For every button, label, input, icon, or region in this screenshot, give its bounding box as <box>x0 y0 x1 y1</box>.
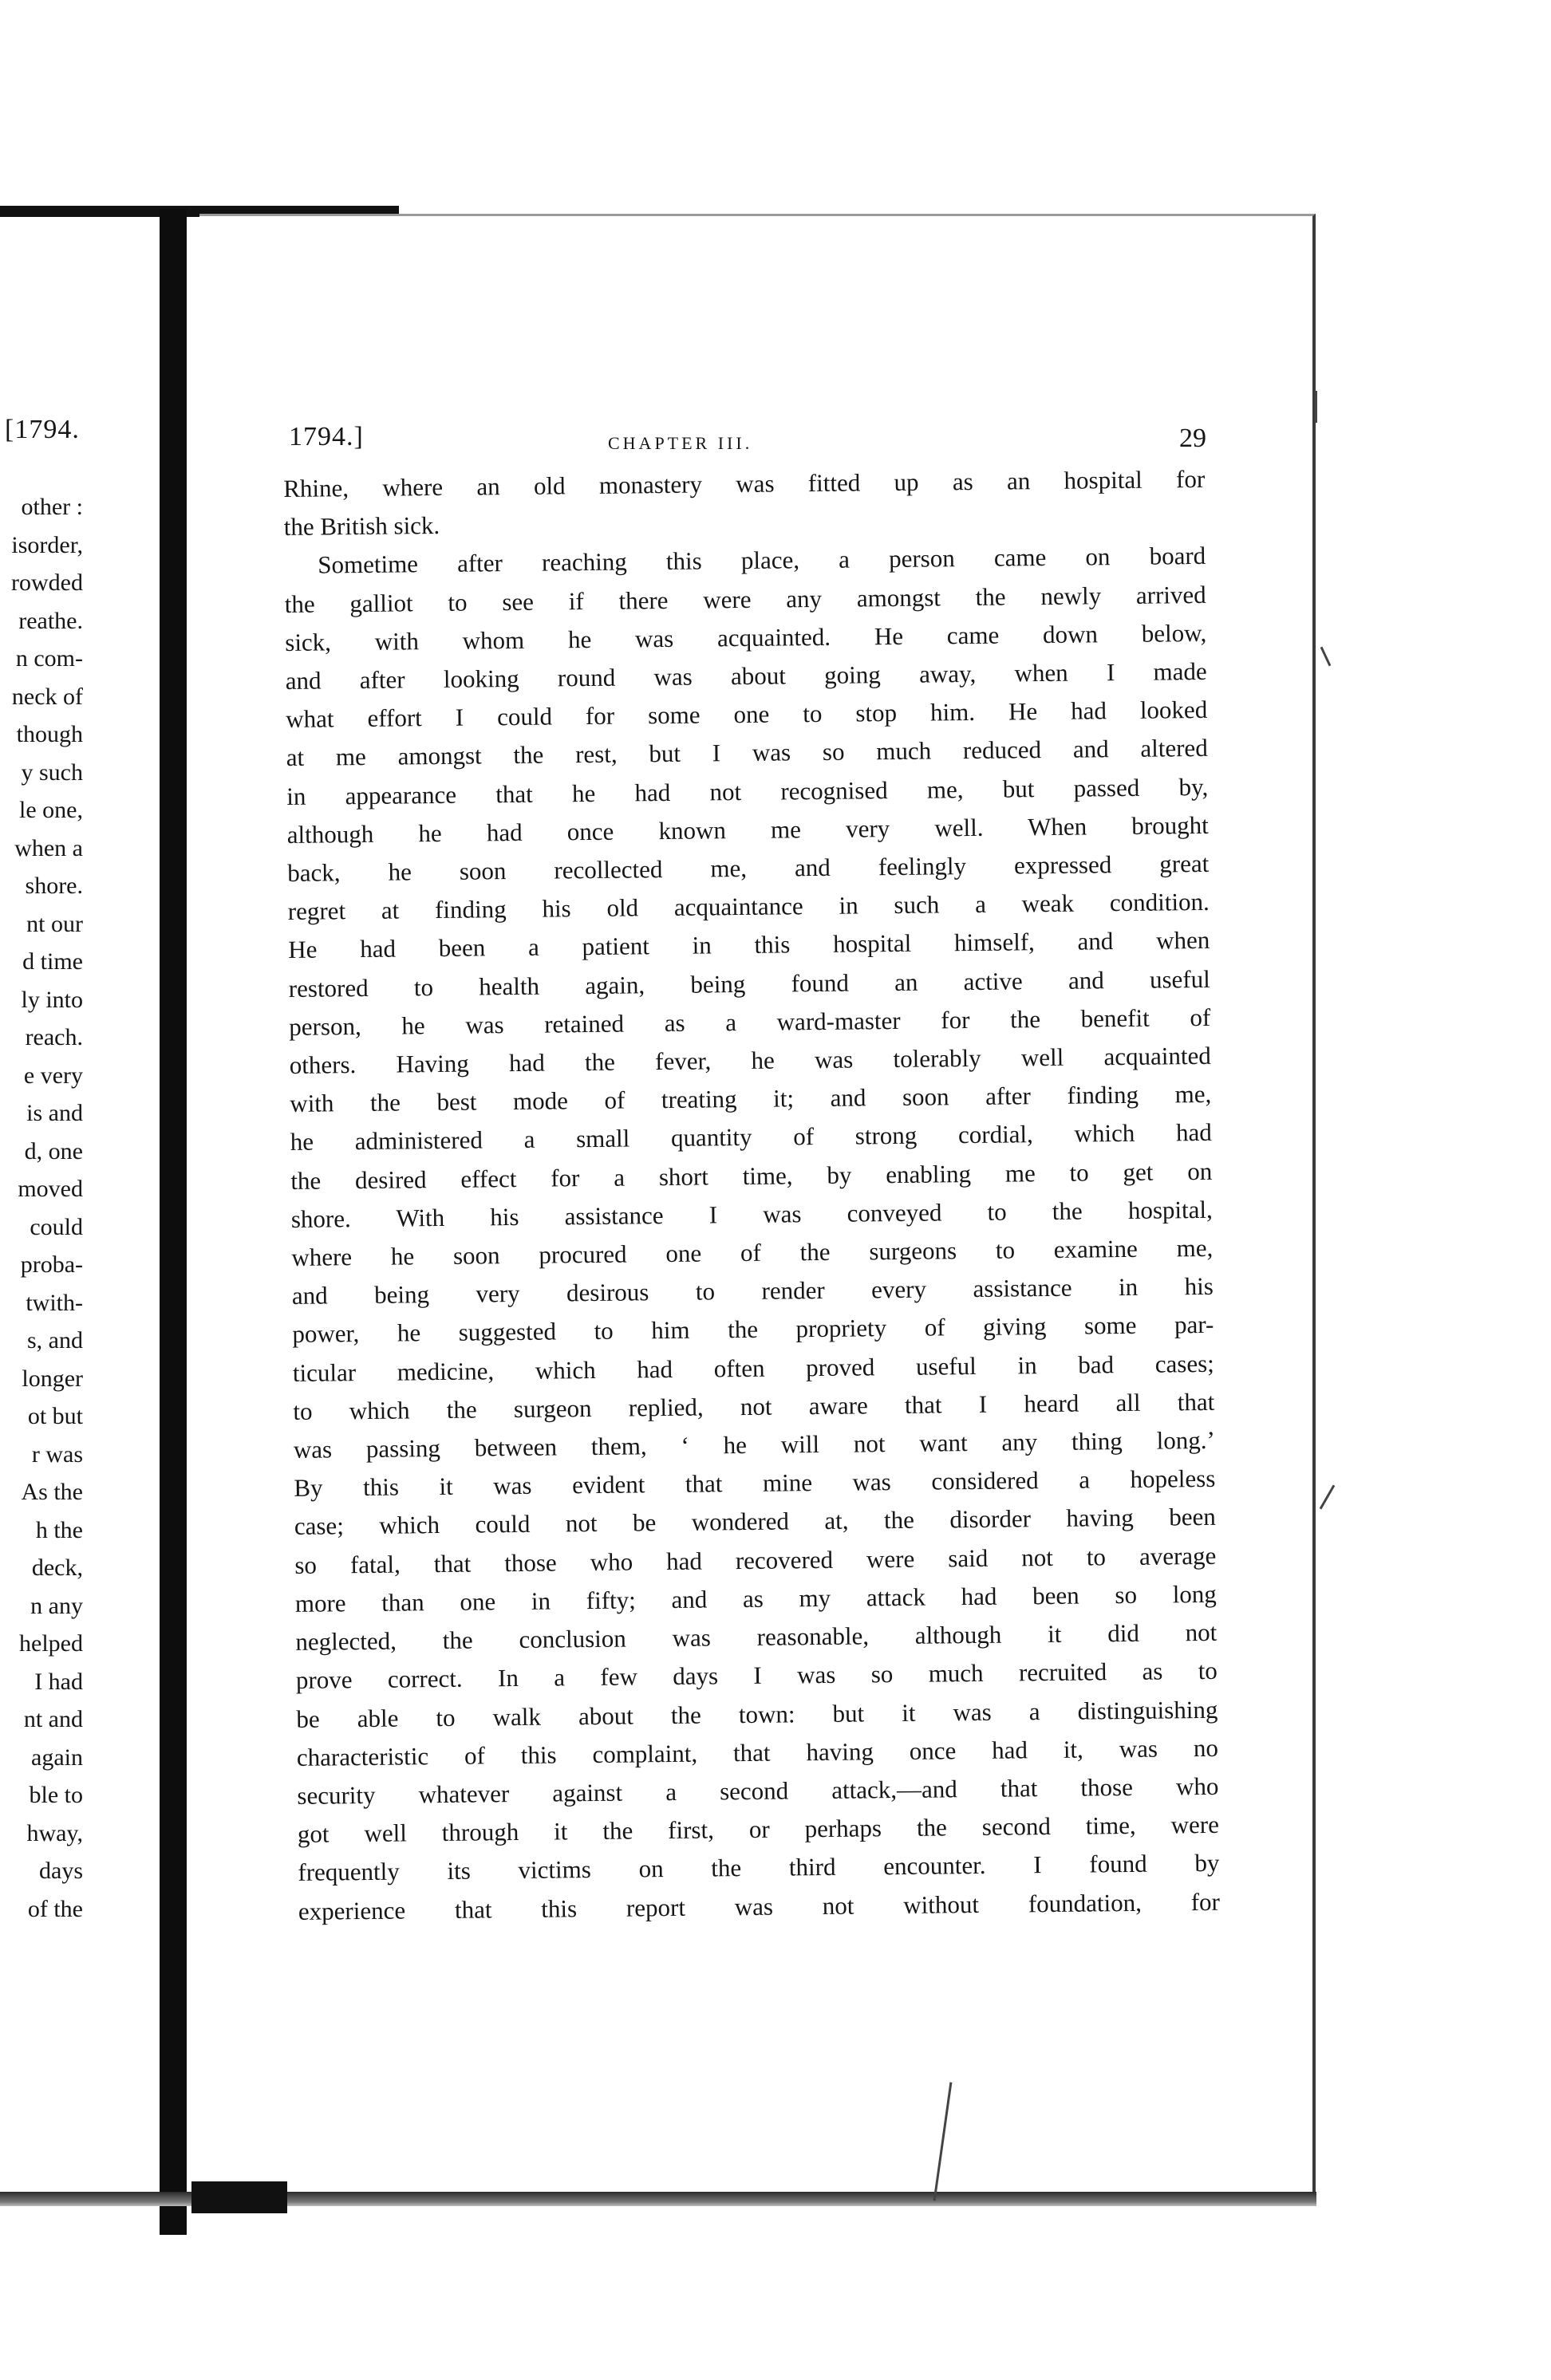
left-text-line: twith- <box>26 1289 83 1316</box>
page-body-text <box>283 460 1220 1931</box>
right-page <box>199 214 1316 2194</box>
left-text-line: y such <box>21 759 83 786</box>
text-line: so fatal, that those who had recovered were said not to average <box>294 1541 1217 1579</box>
margin-mark <box>1320 1485 1336 1510</box>
text-line: power, he suggested to him the propriety of giving some par- <box>292 1310 1214 1349</box>
left-text-line: d, one <box>24 1137 83 1164</box>
left-text-line: As the <box>21 1479 83 1505</box>
text-line: frequently its victims on the third encounter. I found by <box>298 1849 1220 1887</box>
left-text-line: again <box>31 1744 83 1771</box>
left-text-line: h the <box>35 1516 83 1543</box>
spine-foot <box>191 2181 287 2213</box>
left-text-line: isorder, <box>11 531 83 558</box>
text-line: the British sick. <box>283 511 440 542</box>
left-text-line: ly into <box>21 986 83 1013</box>
left-text-line: n com- <box>15 645 83 672</box>
left-text-line: nt and <box>23 1706 83 1732</box>
left-text-line: d time <box>22 948 83 975</box>
text-line: he administered a small quantity of strong cordial, which had <box>290 1118 1212 1157</box>
text-line: back, he soon recollected me, and feelingly expressed great <box>287 849 1210 888</box>
left-page-header: [1794. <box>5 415 80 444</box>
left-text-line: ot but <box>27 1403 83 1429</box>
left-text-line: though <box>16 721 83 747</box>
text-line: with the best mode of treating it; and soon after finding me, <box>290 1080 1212 1118</box>
left-page-fragment <box>0 415 88 1930</box>
left-text-line: deck, <box>31 1554 83 1581</box>
left-text-line: shore. <box>25 873 83 899</box>
header-year: 1794.] <box>289 422 364 451</box>
left-text-line: other : <box>21 494 83 520</box>
text-line: more than one in fifty; and as my attack had been so long <box>294 1579 1218 1618</box>
text-line: at me amongst the rest, but I was so much reduced and altered <box>286 734 1208 772</box>
left-text-line: could <box>30 1213 83 1240</box>
left-text-line: reach. <box>25 1024 83 1050</box>
margin-mark <box>1315 391 1317 423</box>
text-line: be able to walk about the town: but it was a distinguishing <box>296 1695 1218 1733</box>
page-number: 29 <box>1179 424 1206 453</box>
left-text-line: e very <box>23 1062 83 1089</box>
left-text-line: rowded <box>11 569 83 596</box>
left-text-line: neck of <box>11 683 83 710</box>
left-text-line: hway, <box>26 1819 83 1846</box>
running-header <box>289 422 1206 462</box>
text-line: and being very desirous to render every assistance in his <box>291 1272 1214 1310</box>
text-line: case; which could not be wondered at, the disorder having been <box>294 1503 1216 1541</box>
left-text-line: nt our <box>26 910 83 937</box>
text-line: the galliot to see if there were any amongst the newly arrived <box>284 580 1206 618</box>
left-text-line: of the <box>27 1895 83 1922</box>
text-line: and after looking round was about going away, when I made <box>285 656 1207 695</box>
text-line: where he soon procured one of the surgeons to examine me, <box>291 1233 1214 1272</box>
book-spine <box>160 209 187 2235</box>
left-text-line: is and <box>26 1100 83 1126</box>
text-line: security whatever against a second attack,—and that those who <box>297 1771 1219 1810</box>
left-text-line: ble to <box>29 1782 83 1808</box>
text-line: in appearance that he had not recognised me, but passed by, <box>286 772 1209 810</box>
text-line: neglected, the conclusion was reasonable, although it did not <box>295 1618 1218 1657</box>
left-text-line: longer <box>22 1365 83 1392</box>
text-line: experience that this report was not without foundation, for <box>298 1887 1221 1925</box>
left-text-line: r was <box>31 1440 83 1468</box>
text-line: restored to health again, being found an active and useful <box>288 964 1210 1003</box>
text-line: regret at finding his old acquaintance in such a weak condition. <box>287 888 1210 926</box>
text-line: although he had once known me very well. When brought <box>286 810 1209 849</box>
text-line: others. Having had the fever, he was tolerably well acquainted <box>289 1041 1211 1080</box>
left-text-line: I had <box>34 1668 83 1695</box>
left-text-line: le one, <box>19 797 83 823</box>
text-line: got well through it the first, or perhaps the second time, were <box>297 1810 1220 1849</box>
text-line: sick, with whom he was acquainted. He came down below, <box>285 618 1207 656</box>
text-line: was passing between them, ‘ he will not want any thing long.’ <box>293 1425 1215 1464</box>
text-line: the desired effect for a short time, by enabling me to get on <box>290 1157 1213 1195</box>
left-text-line: helped <box>19 1630 83 1657</box>
left-text-line: s, and <box>27 1327 83 1354</box>
text-line: to which the surgeon replied, not aware that I heard all that <box>293 1387 1215 1425</box>
text-line: characteristic of this complaint, that having once had it, was no <box>296 1733 1219 1771</box>
text-line: By this it was evident that mine was considered a hopeless <box>294 1464 1216 1503</box>
left-page-text <box>11 488 83 1928</box>
left-text-line: when a <box>14 834 83 861</box>
header-chapter: CHAPTER III. <box>608 433 753 453</box>
left-text-line: n any <box>30 1592 83 1619</box>
text-line: shore. With his assistance I was conveyed to the hospital, <box>290 1195 1213 1233</box>
text-line: prove correct. In a few days I was so much recruited as to <box>295 1657 1218 1695</box>
text-line: person, he was retained as a ward-master for the benefit of <box>289 1003 1211 1041</box>
text-line: Rhine, where an old monastery was fitted up as an hospital for <box>283 464 1206 502</box>
left-text-line: days <box>39 1858 83 1884</box>
margin-mark <box>1320 647 1332 667</box>
text-line: what effort I could for some one to stop him. He had looked <box>286 695 1208 734</box>
text-line: ticular medicine, which had often proved useful in bad cases; <box>292 1349 1214 1387</box>
text-line: He had been a patient in this hospital himself, and when <box>288 926 1210 964</box>
left-text-line: moved <box>18 1176 83 1202</box>
left-text-line: reathe. <box>18 607 83 634</box>
left-text-line: proba- <box>20 1251 83 1278</box>
text-line: Sometime after reaching this place, a person came on board <box>318 542 1206 579</box>
